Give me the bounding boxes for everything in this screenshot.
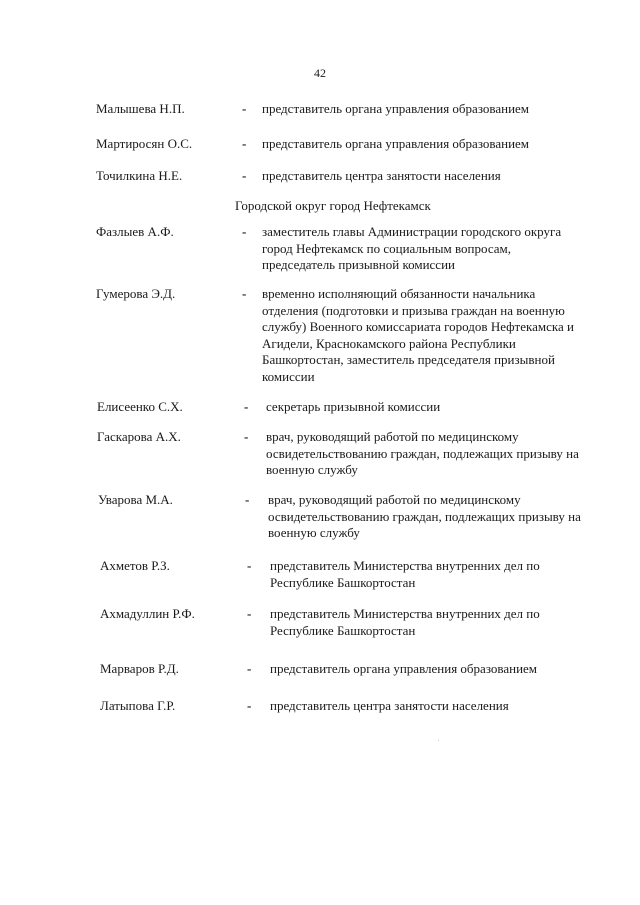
dash-separator: - bbox=[247, 606, 252, 621]
member-name: Ахметов Р.З. bbox=[100, 558, 170, 573]
member-name: Гумерова Э.Д. bbox=[96, 286, 176, 301]
member-role: заместитель главы Администрации городского округа город Нефтекамск по социальным вопросам, председатель призывной комиссии bbox=[262, 224, 562, 272]
member-name: Фазлыев А.Ф. bbox=[96, 224, 174, 239]
page-number: 42 bbox=[314, 66, 326, 80]
dash-separator: - bbox=[247, 698, 252, 713]
dash-separator: - bbox=[242, 136, 247, 151]
member-name: Гаскарова А.Х. bbox=[97, 429, 181, 444]
member-name: Мартиросян О.С. bbox=[96, 136, 193, 151]
member-role: представитель органа управления образованием bbox=[262, 101, 530, 116]
member-role: представитель органа управления образованием bbox=[270, 661, 538, 676]
member-role: представитель Министерства внутренних дел по Республике Башкортостан bbox=[270, 606, 540, 638]
section-heading: Городской округ город Нефтекамск bbox=[235, 198, 431, 213]
member-name: Марваров Р.Д. bbox=[100, 661, 179, 676]
member-role: секретарь призывной комиссии bbox=[266, 399, 441, 414]
dash-separator: - bbox=[244, 429, 249, 444]
dash-separator: - bbox=[247, 558, 252, 573]
member-role: представитель центра занятости населения bbox=[270, 698, 509, 713]
member-name: Ахмадуллин Р.Ф. bbox=[100, 606, 195, 621]
member-role: временно исполняющий обязанности начальника отделения (подготовки и призыва граждан на военную службу) Военного комиссариата городов Нефтекамска и Агидели, Краснокамского района Республики Башкортостан, заместитель председателя призывной комиссии bbox=[262, 286, 574, 384]
dash-separator: - bbox=[242, 224, 247, 239]
dash-separator: - bbox=[244, 399, 249, 414]
member-name: Уварова М.А. bbox=[98, 492, 173, 507]
member-role: представитель центра занятости населения bbox=[262, 168, 501, 183]
member-name: Елисеенко С.Х. bbox=[97, 399, 183, 414]
member-role: представитель Министерства внутренних дел по Республике Башкортостан bbox=[270, 558, 540, 590]
member-name: Малышева Н.П. bbox=[96, 101, 185, 116]
member-role: представитель органа управления образованием bbox=[262, 136, 530, 151]
member-name: Латыпова Г.Р. bbox=[100, 698, 176, 713]
dash-separator: - bbox=[247, 661, 252, 676]
member-role: врач, руководящий работой по медицинскому освидетельствованию граждан, подлежащих призыву на военную службу bbox=[266, 429, 579, 477]
scan-speck bbox=[438, 740, 439, 741]
dash-separator: - bbox=[245, 492, 250, 507]
dash-separator: - bbox=[242, 101, 247, 116]
dash-separator: - bbox=[242, 168, 247, 183]
dash-separator: - bbox=[242, 286, 247, 301]
member-name: Точилкина Н.Е. bbox=[96, 168, 183, 183]
member-role: врач, руководящий работой по медицинскому освидетельствованию граждан, подлежащих призыву на военную службу bbox=[268, 492, 581, 540]
